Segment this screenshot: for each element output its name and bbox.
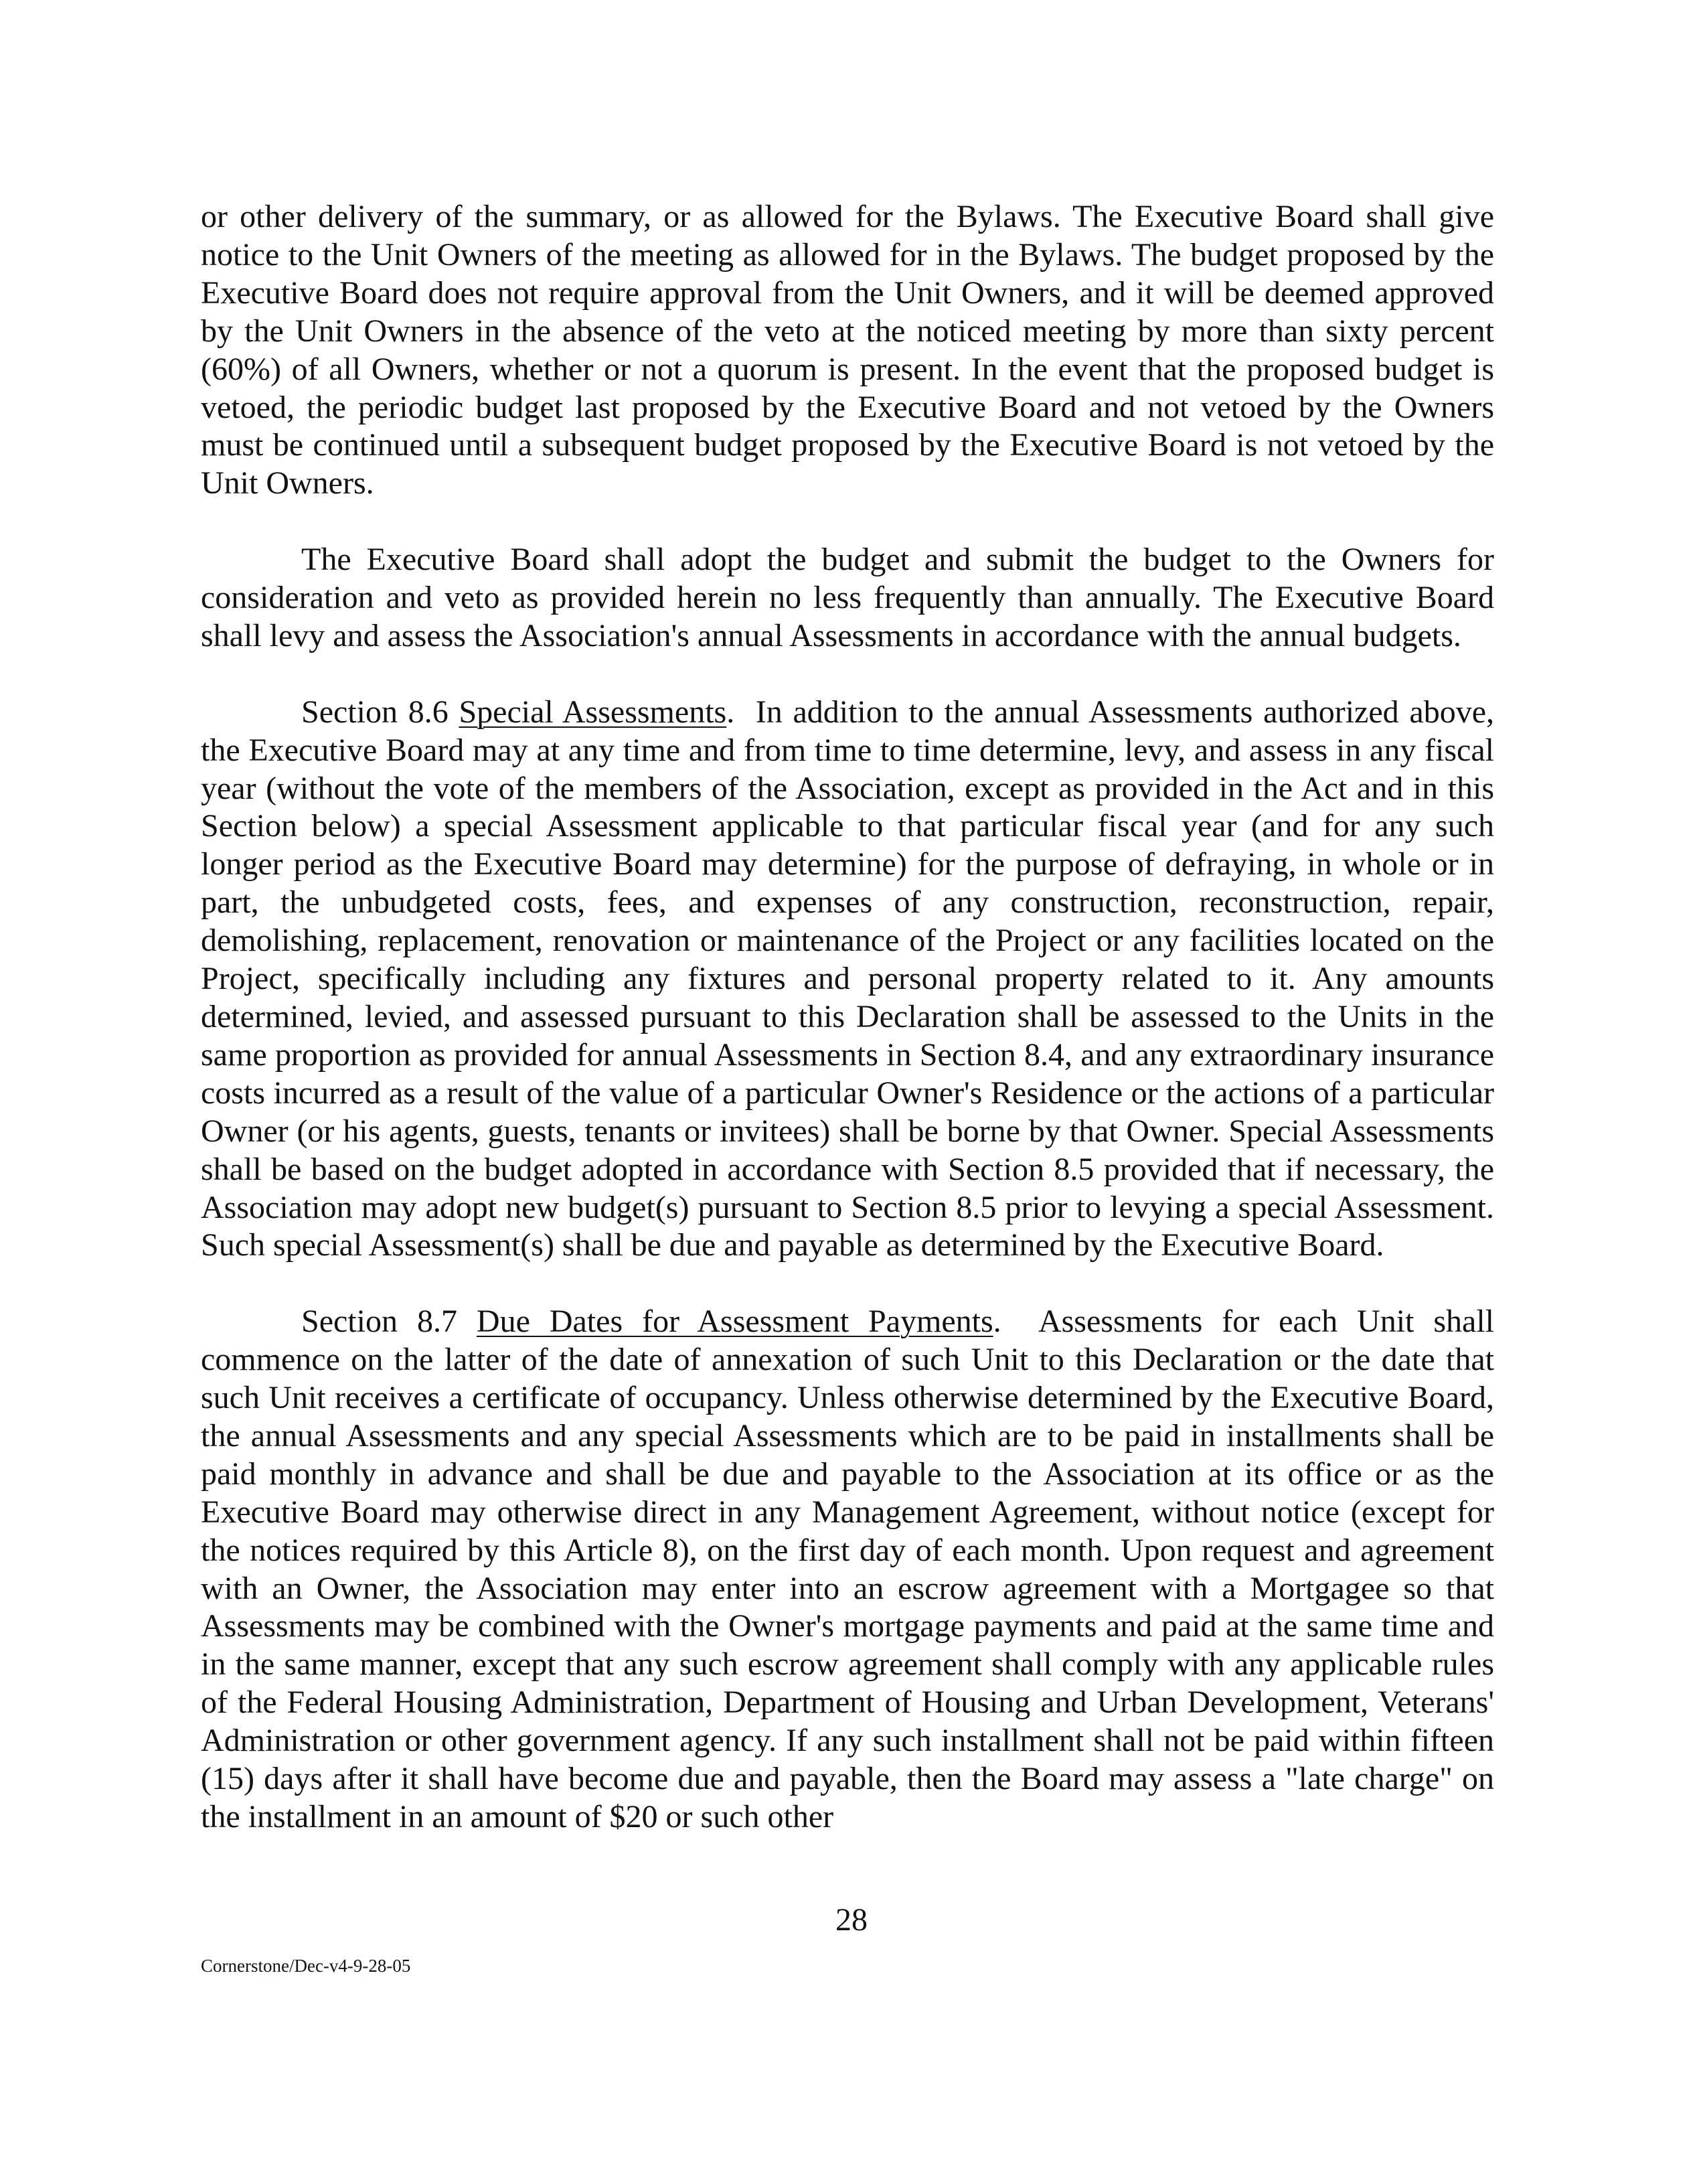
paragraph-text: The Executive Board shall adopt the budget and submit the budget to the Owners for consideration and veto as provided herein no less frequently than annually. The Executive Board shall levy and assess the Association's annual Assessments in accordance with the annual budgets. [201, 542, 1494, 653]
paragraph-budget-veto [201, 198, 1494, 503]
section-number: Section 8.7 [301, 1304, 457, 1340]
page-number: 28 [835, 1902, 868, 1938]
document-body [201, 198, 1494, 1875]
section-8-6-special-assessments: Section 8.6 Special Assessments. In addition to the annual Assessments authorized above, the Executive Board may at any time and from time to time determine, levy, and assess in any fiscal year (without the vote of the members of the Association, except as provided in the Act and in this Section below) a special Assessment applicable to that particular fiscal year (and for any such longer period as the Executive Board may determine) for the purpose of defraying, in whole or in part, the unbudgeted costs, fees, and expenses of any construction, reconstruction, repair, demolishing, replacement, renovation or maintenance of the Project or any facilities located on the Project, specifically including any fixtures and personal property related to it. Any amounts determined, levied, and assessed pursuant to this Declaration shall be assessed to the Units in the same proportion as provided for annual Assessments in Section 8.4, and any extraordinary insurance costs incurred as a result of the value of a particular Owner's Residence or the actions of a particular Owner (or his agents, guests, tenants or invitees) shall be borne by that Owner. Special Assessments shall be based on the budget adopted in accordance with Section 8.5 provided that if necessary, the Association may adopt new budget(s) pursuant to Section 8.5 prior to levying a special Assessment. Such special Assessment(s) shall be due and payable as determined by the Executive Board. [201, 694, 1495, 1263]
paragraph-budget-adoption [201, 541, 1494, 655]
footer-document-id: Cornerstone/Dec-v4-9-28-05 [201, 1956, 411, 1976]
section-heading: Special Assessments [459, 694, 727, 730]
paragraph-text: or other delivery of the summary, or as allowed for the Bylaws. The Executive Board shall give notice to the Unit Owners of the meeting as allowed for in the Bylaws. The budget proposed by the Executive Board does not require approval from the Unit Owners, and it will be deemed approved by the Unit Owners in the absence of the veto at the noticed meeting by more than sixty percent (60%) of all Owners, whether or not a quorum is present. In the event that the proposed budget is vetoed, the periodic budget last proposed by the Executive Board and not vetoed by the Owners must be continued until a subsequent budget proposed by the Executive Board is not vetoed by the Unit Owners. [201, 199, 1494, 501]
paragraph-text: In addition to the annual Assessments authorized above, the Executive Board may at any time and from time to time determine, levy, and assess in any fiscal year (without the vote of the members of the Association, except as provided in the Act and in this Section below) a special Assessment applicable to that particular fiscal year (and for any such longer period as the Executive Board may determine) for the purpose of defraying, in whole or in part, the unbudgeted costs, fees, and expenses of any construction, reconstruction, repair, demolishing, replacement, renovation or maintenance of the Project or any facilities located on the Project, specifically including any fixtures and personal property related to it. Any amounts determined, levied, and assessed pursuant to this Declaration shall be assessed to the Units in the same proportion as provided for annual Assessments in Section 8.4, and any extraordinary insurance costs incurred as a result of the value of a particular Owner's Residence or the actions of a particular Owner (or his agents, guests, tenants or invitees) shall be borne by that Owner. Special Assessments shall be based on the budget adopted in accordance with Section 8.5 provided that if necessary, the Association may adopt new budget(s) pursuant to Section 8.5 prior to levying a special Assessment. Such special Assessment(s) shall be due and payable as determined by the Executive Board. [201, 694, 1495, 1263]
paragraph-text: Assessments for each Unit shall commence on the latter of the date of annexation of such Unit to this Declaration or the date that such Unit receives a certificate of occupancy. Unless otherwise determined by the Executive Board, the annual Assessments and any special Assessments which are to be paid in installments shall be paid monthly in advance and shall be due and payable to the Association at its office or as the Executive Board may otherwise direct in any Management Agreement, without notice (except for the notices required by this Article 8), on the first day of each month. Upon request and agreement with an Owner, the Association may enter into an escrow agreement with a Mortgagee so that Assessments may be combined with the Owner's mortgage payments and paid at the same time and in the same manner, except that any such escrow agreement shall comply with any applicable rules of the Federal Housing Administration, Department of Housing and Urban Development, Veterans' Administration or other government agency. If any such installment shall not be paid within fifteen (15) days after it shall have become due and payable, then the Board may assess a "late charge" on the installment in an amount of $20 or such other [201, 1304, 1494, 1835]
section-8-7-due-dates: Section 8.7 Due Dates for Assessment Payments. Assessments for each Unit shall commence on the latter of the date of annexation of such Unit to this Declaration or the date that such Unit receives a certificate of occupancy. Unless otherwise determined by the Executive Board, the annual Assessments and any special Assessments which are to be paid in installments shall be paid monthly in advance and shall be due and payable to the Association at its office or as the Executive Board may otherwise direct in any Management Agreement, without notice (except for the notices required by this Article 8), on the first day of each month. Upon request and agreement with an Owner, the Association may enter into an escrow agreement with a Mortgagee so that Assessments may be combined with the Owner's mortgage payments and paid at the same time and in the same manner, except that any such escrow agreement shall comply with any applicable rules of the Federal Housing Administration, Department of Housing and Urban Development, Veterans' Administration or other government agency. If any such installment shall not be paid within fifteen (15) days after it shall have become due and payable, then the Board may assess a "late charge" on the installment in an amount of $20 or such other [201, 1304, 1494, 1835]
section-number: Section 8.6 [301, 694, 449, 730]
section-heading: Due Dates for Assessment Payments [476, 1304, 993, 1340]
